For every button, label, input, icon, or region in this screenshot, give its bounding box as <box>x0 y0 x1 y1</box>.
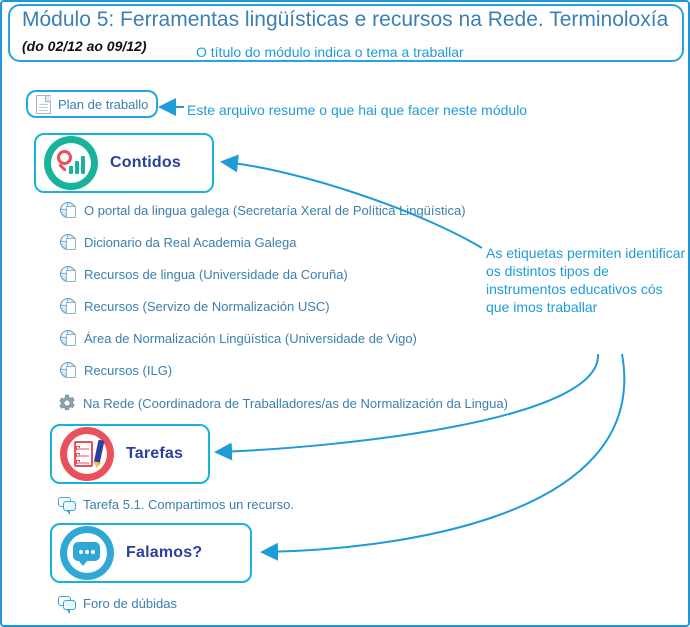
list-item-label: O portal da lingua galega (Secretaría Xeral de Política Lingüística) <box>84 203 466 218</box>
annotation-title-note: O título do módulo indica o tema a traballar <box>196 44 464 60</box>
plan-de-traballo-label: Plan de traballo <box>58 96 149 112</box>
list-item[interactable] <box>58 596 177 611</box>
list-item[interactable] <box>60 202 466 219</box>
url-icon <box>60 298 77 315</box>
url-icon <box>60 330 77 347</box>
list-item[interactable] <box>60 266 348 283</box>
list-item[interactable] <box>60 298 330 315</box>
section-label-tarefas[interactable] <box>50 424 210 484</box>
list-item-label: Na Rede (Coordinadora de Traballadores/as de Normalización da Lingua) <box>83 395 508 411</box>
annotation-labels-note: As etiquetas permiten identificar os distintos tipos de instrumentos educativos cós que imos traballar <box>486 245 686 315</box>
section-title-contidos: Contidos <box>110 154 181 171</box>
list-item[interactable] <box>60 362 172 379</box>
section-label-falamos[interactable] <box>50 523 252 583</box>
section-title-falamos: Falamos? <box>126 544 203 561</box>
list-item[interactable] <box>60 234 296 251</box>
section-title-tarefas: Tarefas <box>126 445 184 462</box>
module-dates: (do 02/12 ao 09/12) <box>22 38 147 54</box>
list-item-label: Recursos (ILG) <box>84 363 173 378</box>
list-item[interactable] <box>58 497 294 512</box>
list-item[interactable] <box>60 330 417 347</box>
url-icon <box>60 362 77 379</box>
list-item-label: Recursos de lingua (Universidade da Coruña) <box>84 267 348 282</box>
url-icon <box>60 234 77 251</box>
list-item-label: Foro de dúbidas <box>83 596 177 611</box>
list-item-label: Dicionario da Real Academia Galega <box>84 235 297 250</box>
section-label-contidos[interactable] <box>34 133 214 193</box>
list-item-label: Recursos (Servizo de Normalización USC) <box>84 299 330 314</box>
list-item-label: Tarefa 5.1. Compartimos un recurso. <box>83 497 294 512</box>
checklist-pencil-icon <box>60 427 114 481</box>
list-item-label: Área de Normalización Lingüística (Universidade de Vigo) <box>84 331 417 346</box>
plan-de-traballo-item[interactable] <box>26 90 158 118</box>
search-chart-icon <box>44 136 98 190</box>
url-icon <box>60 202 77 219</box>
url-icon <box>60 266 77 283</box>
page-title: Módulo 5: Ferramentas lingüísticas e recursos na Rede. Terminoloxía <box>22 8 669 31</box>
gear-icon <box>58 394 76 412</box>
chat-bubble-icon <box>60 526 114 580</box>
forum-icon <box>58 497 76 512</box>
list-item[interactable] <box>58 394 508 412</box>
document-icon <box>36 95 52 114</box>
forum-icon <box>58 596 76 611</box>
annotation-plan-note: Este arquivo resume o que hai que facer neste módulo <box>187 102 528 118</box>
